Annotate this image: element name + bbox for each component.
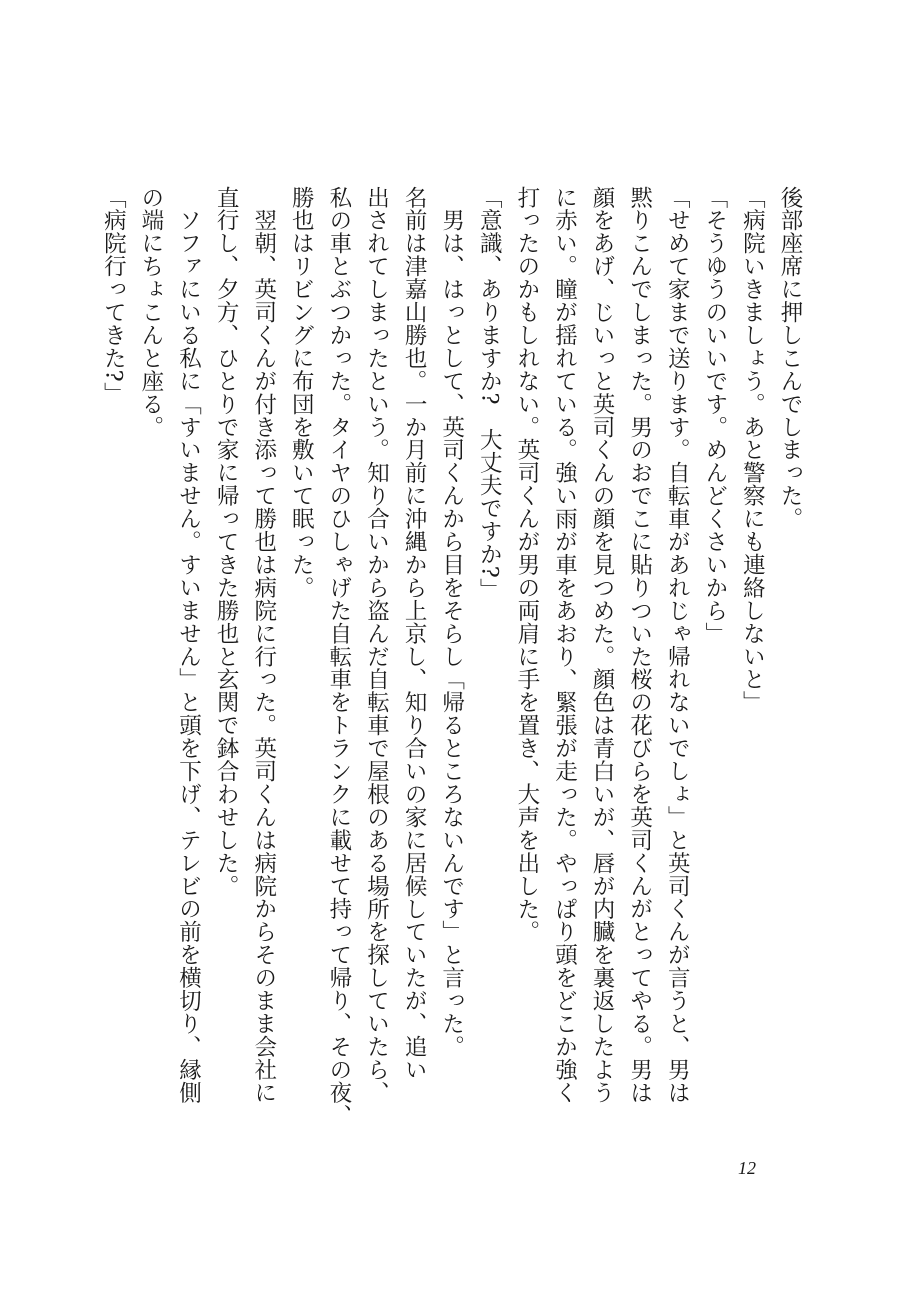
text-line: 顔をあげ、じいっと英司くんの顔を見つめた。顔色は青白いが、唇が内臓を裏返したよう — [589, 186, 616, 1104]
text-line: 名前は津嘉山勝也。一か月前に沖縄から上京し、知り合いの家に居候していたが、追い — [401, 186, 428, 1082]
text-line: 男は、はっとして、英司くんから目をそらし「帰るところないんです」と言った。 — [438, 186, 465, 1059]
text-line: 黙りこんでしまった。男のおでこに貼りついた桜の花びらを英司くんがとってやる。男は — [626, 186, 653, 1104]
text-line: に赤い。瞳が揺れている。強い雨が車をあおり、緊張が走った。やっぱり頭をどこか強く — [551, 186, 578, 1105]
text-line: 私の車とぶつかった。タイヤのひしゃげた自転車をトランクに載せて持って帰り、その夜、 — [325, 186, 352, 1127]
text-line: 「そうゆうのいいです。めんどくさいから」 — [701, 186, 728, 645]
text-line: 「意識、ありますか? 大丈夫ですか?」 — [476, 186, 503, 602]
text-line: 直行し、夕方、ひとりで家に帰ってきた勝也と玄関で鉢合わせした。 — [213, 186, 240, 898]
text-line: 「病院いきましょう。あと警察にも連絡しないと」 — [739, 186, 766, 714]
text-line: の端にちょこんと座る。 — [137, 186, 164, 439]
text-line: 打ったのかもしれない。英司くんが男の両肩に手を置き、大声を出した。 — [513, 186, 540, 944]
text-line: 後部座席に押しこんでしまった。 — [777, 186, 803, 531]
text-line: 翌朝、英司くんが付き添って勝也は病院に行った。英司くんは病院からそのまま会社に — [250, 186, 277, 1104]
text-line: 「病院行ってきた?」 — [100, 186, 127, 406]
text-line: 勝也はリビングに布団を敷いて眠った。 — [288, 186, 315, 600]
vertical-text-block — [94, 186, 808, 1127]
text-line: 出されてしまったという。知り合いから盗んだ自転車で屋根のある場所を探していたら、 — [363, 186, 390, 1104]
text-line: ソファにいる私に「すいません。すいません」と頭を下げ、テレビの前を横切り、縁側 — [175, 186, 202, 1104]
text-line: 「せめて家まで送ります。自転車があれじゃ帰れないでしょ」と英司くんが言うと、男は — [664, 186, 691, 1104]
page-number: 12 — [738, 1158, 756, 1178]
